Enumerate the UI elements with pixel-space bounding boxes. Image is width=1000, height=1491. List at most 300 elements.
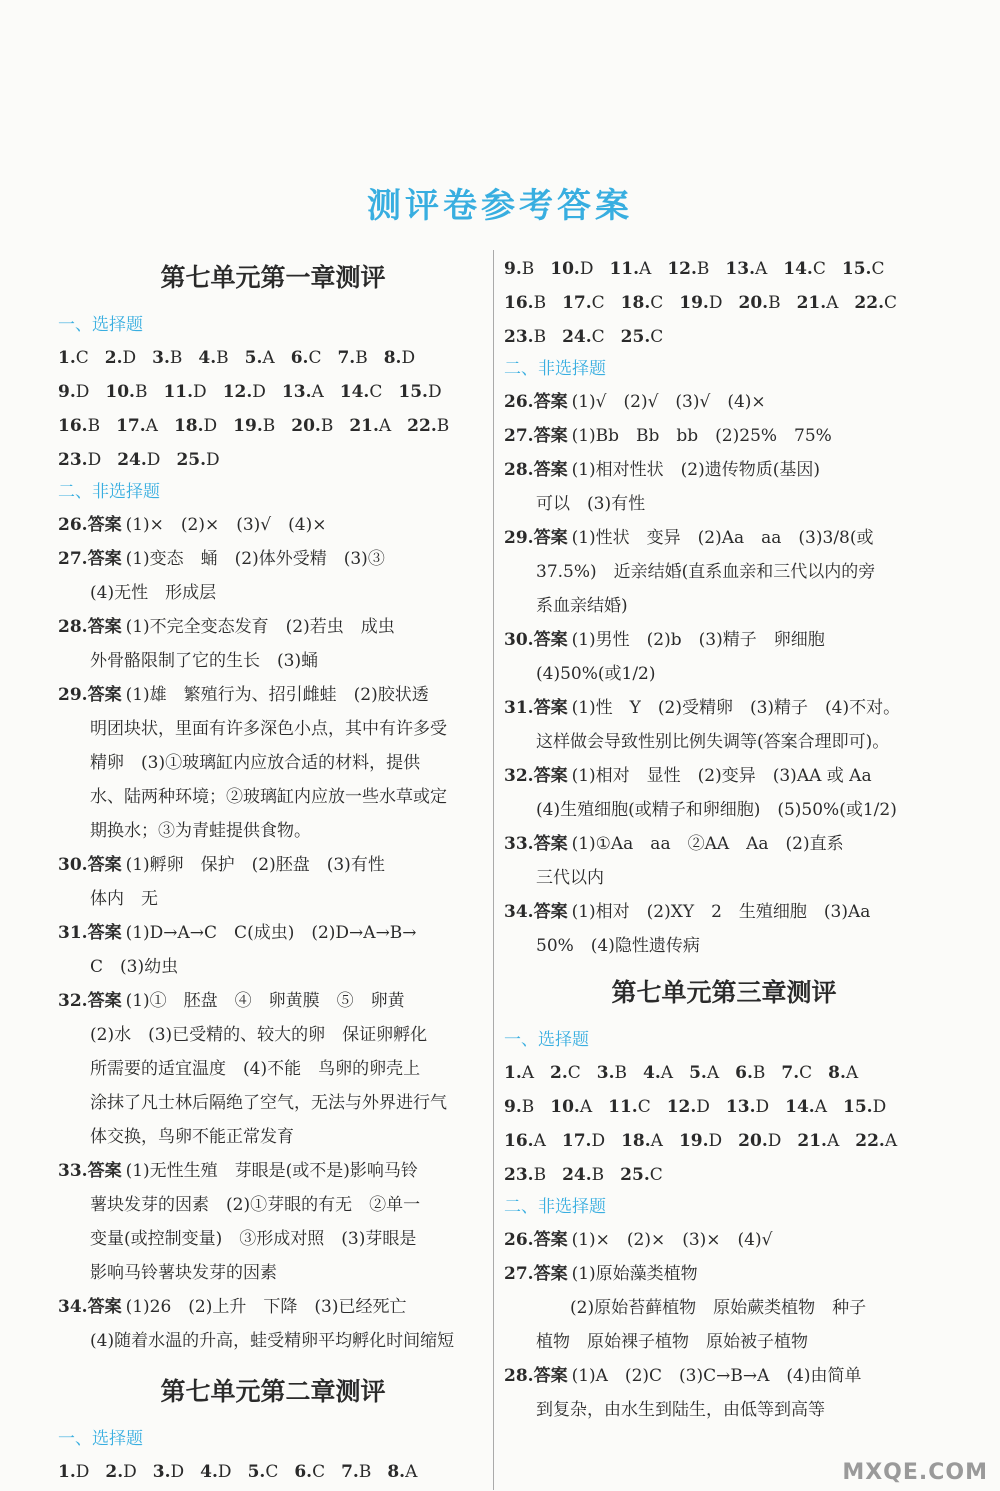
mc-answer [781, 1056, 812, 1090]
choice-letter: D [755, 1097, 770, 1117]
mc-row [504, 1056, 944, 1090]
mc-answer [738, 286, 780, 320]
page-title: 测评卷参考答案 [367, 186, 633, 226]
choice-letter: B [358, 1462, 372, 1482]
choice-letter: D [401, 348, 416, 368]
mc-answer [504, 1158, 546, 1192]
choice-letter: C [812, 259, 826, 279]
answer-item [504, 521, 944, 623]
answer-item [58, 1290, 488, 1358]
mc-answer [597, 1056, 627, 1090]
answer-label: 答案 [87, 991, 122, 1011]
question-number: 2. [104, 348, 123, 368]
answer-continuation: (4)无性 形成层 [90, 583, 217, 603]
mc-answer [58, 375, 89, 409]
choice-letter: D [170, 1462, 185, 1482]
question-number: 33. [504, 834, 534, 854]
answer-item [58, 508, 488, 542]
choice-letter: D [87, 450, 102, 470]
mc-answer [667, 252, 709, 286]
answer-label: 答案 [87, 685, 122, 705]
choice-letter: D [206, 450, 220, 470]
answer-label: 答案 [87, 923, 122, 943]
question-number: 22. [854, 293, 884, 313]
question-number: 30. [504, 630, 534, 650]
choice-letter: B [320, 416, 334, 436]
question-number: 3. [152, 348, 170, 368]
chapter-title: 第七单元第一章测评 [160, 263, 386, 292]
choice-letter: C [650, 327, 664, 347]
answer-continuation: 可以 (3)有性 [536, 494, 646, 514]
mc-row [504, 1124, 944, 1158]
mc-answer [198, 341, 228, 375]
mc-answer [843, 1090, 886, 1124]
mc-answer [550, 1090, 592, 1124]
question-number: 28. [58, 617, 88, 637]
question-number: 30. [58, 855, 88, 875]
mc-answer [116, 409, 158, 443]
choice-letter: A [521, 1063, 535, 1083]
section-heading: 二、非选择题 [58, 482, 160, 502]
mc-row [58, 1455, 488, 1489]
question-number: 24. [117, 450, 147, 470]
question-number: 1. [504, 1063, 522, 1083]
mc-answer [504, 1090, 534, 1124]
question-number: 24. [562, 1165, 592, 1185]
question-number: 26. [58, 515, 88, 535]
mc-answer [200, 1455, 231, 1489]
mc-answer [105, 1455, 136, 1489]
mc-answer [550, 252, 593, 286]
question-number: 5. [689, 1063, 707, 1083]
question-number: 29. [58, 685, 88, 705]
question-number: 11. [163, 382, 194, 402]
mc-answer [738, 1124, 781, 1158]
answer-item [58, 848, 488, 916]
answer-text: (1)26 (2)上升 下降 (3)已经死亡 [125, 1297, 407, 1317]
mc-answer [384, 341, 415, 375]
question-number: 25. [176, 450, 207, 470]
mc-answer [562, 1158, 604, 1192]
question-number: 2. [105, 1462, 124, 1482]
answer-text: (1)变态 蛹 (2)体外受精 (3)③ [125, 549, 385, 569]
mc-answer [797, 286, 839, 320]
question-number: 9. [58, 382, 76, 402]
choice-letter: C [591, 293, 605, 313]
answer-item [504, 419, 944, 453]
mc-answer [797, 1124, 839, 1158]
question-number: 17. [562, 293, 592, 313]
question-number: 5. [247, 1462, 266, 1482]
answer-label: 答案 [533, 902, 568, 922]
right-column [504, 252, 944, 1427]
choice-letter: B [521, 259, 535, 279]
answer-item [504, 691, 944, 759]
answer-continuation: 体内 无 [90, 889, 158, 909]
question-number: 25. [620, 327, 651, 347]
choice-letter: B [216, 348, 229, 368]
question-number: 18. [173, 416, 204, 436]
answer-label: 答案 [87, 617, 122, 637]
mc-answer [407, 409, 449, 443]
question-number: 19. [678, 1131, 709, 1151]
choice-letter: A [639, 259, 652, 279]
answer-continuation: (2)原始苔藓植物 原始蕨类植物 种子 植物 原始裸子植物 原始被子植物 [536, 1298, 867, 1352]
mc-answer [176, 443, 219, 477]
question-number: 18. [621, 1131, 651, 1151]
answer-text: (1)相对 (2)XY 2 生殖细胞 (3)Aa [571, 902, 871, 922]
question-number: 28. [504, 1366, 534, 1386]
mc-answer [291, 409, 333, 443]
choice-letter: B [768, 293, 781, 313]
open-answers [504, 385, 944, 963]
choice-letter: D [75, 1462, 90, 1482]
answer-text: (1)× (2)× (3)× (4)√ [571, 1230, 773, 1250]
choice-letter: A [884, 1131, 898, 1151]
open-answers [58, 508, 488, 1358]
mc-answer [153, 1455, 184, 1489]
question-number: 31. [58, 923, 88, 943]
watermark: MXQE.COM [842, 1460, 988, 1485]
answer-item [504, 895, 944, 963]
choice-letter: B [87, 416, 101, 436]
answer-label: 答案 [533, 1230, 568, 1250]
answer-text: (1)A (2)C (3)C→B→A (4)由简单 [571, 1366, 862, 1386]
mc-answer [105, 375, 147, 409]
mc-answer [340, 375, 383, 409]
mc-answer [667, 1090, 710, 1124]
question-number: 13. [725, 1097, 756, 1117]
choice-letter: D [708, 293, 723, 313]
choice-letter: C [369, 382, 383, 402]
mc-answer [504, 252, 534, 286]
mc-answer [621, 1124, 663, 1158]
answer-text: (1)①Aa aa ②AA Aa (2)直系 [571, 834, 844, 854]
mc-row [58, 341, 488, 375]
choice-letter: A [845, 1063, 859, 1083]
mc-answer [117, 443, 160, 477]
mc-answer [245, 341, 275, 375]
mc-answer [562, 286, 605, 320]
answer-continuation: 薯块发芽的因素 (2)①芽眼的有无 ②单一 变量(或控制变量) ③形成对照 (3)芽眼是 影响马铃薯块发芽的因素 [90, 1195, 421, 1283]
mc-row [504, 320, 944, 354]
mc-answer [828, 1056, 858, 1090]
mc-answer [725, 252, 767, 286]
question-number: 14. [785, 1097, 815, 1117]
answer-text: (1)× (2)× (3)√ (4)× [125, 515, 327, 535]
section-heading: 一、选择题 [58, 1429, 143, 1449]
mc-answer [609, 252, 651, 286]
question-number: 14. [783, 259, 813, 279]
mc-answer [152, 341, 182, 375]
answer-label: 答案 [533, 1366, 568, 1386]
answer-label: 答案 [533, 1264, 568, 1284]
choice-letter: C [871, 259, 885, 279]
question-number: 27. [504, 1264, 534, 1284]
answer-label: 答案 [533, 460, 568, 480]
choice-letter: D [427, 382, 442, 402]
mc-answer [643, 1056, 673, 1090]
choice-letter: A [262, 348, 275, 368]
left-column [58, 252, 488, 1489]
choice-letter: D [591, 1131, 606, 1151]
choice-letter: D [146, 450, 161, 470]
mc-answer [726, 1090, 769, 1124]
question-number: 11. [609, 259, 640, 279]
answer-item [58, 1154, 488, 1290]
choice-letter: B [591, 1165, 605, 1185]
question-number: 4. [198, 348, 217, 368]
answer-item [504, 623, 944, 691]
answer-text: (1)性 Y (2)受精卵 (3)精子 (4)不对。 [571, 698, 901, 718]
question-number: 2. [550, 1063, 568, 1083]
answer-label: 答案 [533, 630, 568, 650]
section-heading: 二、非选择题 [504, 1197, 606, 1217]
question-number: 6. [735, 1063, 753, 1083]
question-number: 12. [666, 1097, 697, 1117]
choice-letter: A [706, 1063, 720, 1083]
mc-answer [562, 1124, 605, 1158]
question-number: 10. [105, 382, 135, 402]
mc-answer [294, 1455, 325, 1489]
question-number: 31. [504, 698, 534, 718]
question-number: 23. [504, 327, 534, 347]
choice-letter: D [708, 1131, 723, 1151]
question-number: 27. [504, 426, 534, 446]
mc-answer [58, 409, 100, 443]
choice-letter: D [203, 416, 218, 436]
choice-letter: C [312, 1462, 326, 1482]
question-number: 13. [725, 259, 755, 279]
choice-letter: A [145, 416, 158, 436]
answer-text: (1)男性 (2)b (3)精子 卵细胞 [571, 630, 825, 650]
mc-answer [504, 286, 546, 320]
mc-answer [550, 1056, 581, 1090]
answer-label: 答案 [87, 1161, 122, 1181]
choice-letter: B [533, 293, 547, 313]
question-number: 17. [561, 1131, 592, 1151]
answer-continuation: C (3)幼虫 [90, 957, 179, 977]
mc-answer [608, 1090, 651, 1124]
column-divider [493, 250, 494, 1490]
choice-letter: C [650, 293, 664, 313]
answer-text: (1)原始藻类植物 [571, 1264, 698, 1284]
mc-row [504, 252, 944, 286]
answer-label: 答案 [533, 766, 568, 786]
choice-letter: B [533, 327, 547, 347]
question-number: 1. [58, 1462, 76, 1482]
mc-answers [504, 1056, 944, 1192]
question-number: 28. [504, 460, 534, 480]
question-number: 6. [290, 348, 309, 368]
mc-answer [855, 1124, 897, 1158]
question-number: 7. [341, 1462, 359, 1482]
mc-answer [174, 409, 217, 443]
answer-continuation: 到复杂，由水生到陆生，由低等到高等 [536, 1400, 825, 1420]
section-heading: 二、非选择题 [504, 359, 606, 379]
mc-answer [504, 320, 546, 354]
question-number: 4. [200, 1462, 218, 1482]
answer-item [58, 542, 488, 610]
mc-row [58, 443, 488, 477]
choice-letter: D [579, 259, 594, 279]
question-number: 12. [667, 259, 697, 279]
question-number: 16. [58, 416, 88, 436]
question-number: 20. [738, 293, 769, 313]
question-number: 10. [550, 259, 580, 279]
question-number: 15. [841, 259, 872, 279]
mc-answer [337, 341, 367, 375]
mc-answer [58, 1455, 89, 1489]
question-number: 24. [562, 327, 592, 347]
question-number: 26. [504, 392, 534, 412]
choice-letter: D [696, 1097, 710, 1117]
answer-text: (1)√ (2)√ (3)√ (4)× [571, 392, 766, 412]
choice-letter: B [614, 1063, 628, 1083]
answer-continuation: (2)水 (3)已受精的、较大的卵 保证卵孵化 所需要的适宜温度 (4)不能 鸟卵的卵壳上 涂抹了凡士林后隔绝了空气，无法与外界进行气 体交换，鸟卵不能正常发育 [90, 1025, 447, 1147]
mc-answer [105, 341, 136, 375]
answer-continuation: 外骨骼限制了它的生长 (3)蛹 [90, 651, 319, 671]
question-number: 3. [152, 1462, 171, 1482]
choice-letter: A [814, 1097, 827, 1117]
question-number: 32. [504, 766, 534, 786]
choice-letter: A [533, 1131, 546, 1151]
choice-letter: D [193, 382, 207, 402]
answer-text: (1)① 胚盘 ④ 卵黄膜 ⑤ 卵黄 [125, 991, 405, 1011]
answer-item [504, 453, 944, 521]
choice-letter: D [767, 1131, 782, 1151]
choice-letter: C [637, 1097, 651, 1117]
answer-continuation: 三代以内 [536, 868, 604, 888]
chapter-title: 第七单元第三章测评 [611, 978, 837, 1007]
answer-label: 答案 [533, 834, 568, 854]
mc-answer [387, 1455, 417, 1489]
mc-answer [398, 375, 441, 409]
question-number: 26. [504, 1230, 534, 1250]
choice-letter: C [799, 1063, 813, 1083]
answer-continuation: 这样做会导致性别比例失调等(答案合理即可)。 [536, 732, 890, 752]
question-number: 29. [504, 528, 534, 548]
question-number: 34. [504, 902, 534, 922]
question-number: 15. [843, 1097, 873, 1117]
answer-label: 答案 [533, 426, 568, 446]
choice-letter: A [826, 1131, 840, 1151]
choice-letter: B [262, 416, 276, 436]
question-number: 33. [58, 1161, 88, 1181]
choice-letter: C [308, 348, 322, 368]
open-answers [504, 1223, 944, 1427]
question-number: 22. [407, 416, 437, 436]
answer-continuation: 50% (4)隐性遗传病 [536, 936, 700, 956]
question-number: 13. [281, 382, 312, 402]
question-number: 23. [58, 450, 88, 470]
choice-letter: A [378, 416, 392, 436]
answer-continuation: (4)50%(或1/2) [536, 664, 656, 684]
question-number: 17. [116, 416, 146, 436]
answer-continuation: (4)随着水温的升高，蛙受精卵平均孵化时间缩短 [90, 1331, 455, 1351]
mc-answer [282, 375, 324, 409]
question-number: 21. [349, 416, 379, 436]
choice-letter: A [579, 1097, 593, 1117]
mc-answer [785, 1090, 827, 1124]
question-number: 27. [58, 549, 88, 569]
mc-answer [248, 1455, 279, 1489]
answer-text: (1)D→A→C C(成虫) (2)D→A→B→ [125, 923, 417, 943]
answer-item [58, 916, 488, 984]
mc-row [58, 375, 488, 409]
mc-row [504, 1090, 944, 1124]
question-number: 25. [620, 1165, 650, 1185]
question-number: 8. [387, 1462, 406, 1482]
choice-letter: D [217, 1462, 232, 1482]
question-number: 5. [244, 348, 263, 368]
choice-letter: C [591, 327, 605, 347]
question-number: 9. [504, 259, 522, 279]
question-number: 19. [233, 416, 263, 436]
question-number: 32. [58, 991, 88, 1011]
section-heading: 一、选择题 [504, 1030, 589, 1050]
choice-letter: B [436, 416, 450, 436]
mc-answer [842, 252, 885, 286]
choice-letter: C [265, 1462, 279, 1482]
question-number: 3. [596, 1063, 615, 1083]
choice-letter: C [649, 1165, 663, 1185]
question-number: 20. [738, 1131, 768, 1151]
answer-label: 答案 [533, 528, 568, 548]
mc-row [58, 409, 488, 443]
question-number: 18. [620, 293, 651, 313]
mc-answer [291, 341, 322, 375]
answer-label: 答案 [87, 855, 122, 875]
answer-item [504, 1223, 944, 1257]
question-number: 22. [855, 1131, 885, 1151]
question-number: 10. [550, 1097, 580, 1117]
mc-answer [58, 341, 89, 375]
choice-letter: B [355, 348, 368, 368]
question-number: 1. [58, 348, 76, 368]
mc-answer [504, 1124, 546, 1158]
choice-letter: A [754, 259, 768, 279]
question-number: 21. [796, 293, 827, 313]
question-number: 8. [828, 1063, 846, 1083]
question-number: 34. [58, 1297, 88, 1317]
choice-letter: B [134, 382, 148, 402]
answer-text: (1)Bb Bb bb (2)25% 75% [571, 426, 832, 446]
choice-letter: B [696, 259, 710, 279]
mc-answer [233, 409, 275, 443]
answer-continuation: 37.5%) 近亲结婚(直系血亲和三代以内的旁 系血亲结婚) [536, 562, 876, 616]
mc-answer [562, 320, 605, 354]
answer-text: (1)相对性状 (2)遗传物质(基因) [571, 460, 821, 480]
question-number: 7. [781, 1063, 800, 1083]
answer-item [58, 610, 488, 678]
mc-answer [621, 320, 664, 354]
mc-row [504, 286, 944, 320]
answer-text: (1)性状 变异 (2)Aa aa (3)3/8(或 [571, 528, 874, 548]
question-number: 20. [291, 416, 321, 436]
question-number: 6. [294, 1462, 313, 1482]
mc-answer [854, 286, 897, 320]
choice-letter: A [650, 1131, 663, 1151]
mc-answers [58, 341, 488, 477]
answer-label: 答案 [87, 1297, 122, 1317]
answer-text: (1)无性生殖 芽眼是(或不是)影响马铃 [125, 1161, 418, 1181]
answer-item [58, 678, 488, 848]
answer-text: (1)相对 显性 (2)变异 (3)AA 或 Aa [571, 766, 872, 786]
choice-letter: A [660, 1063, 674, 1083]
mc-answer [223, 375, 266, 409]
choice-letter: C [884, 293, 898, 313]
